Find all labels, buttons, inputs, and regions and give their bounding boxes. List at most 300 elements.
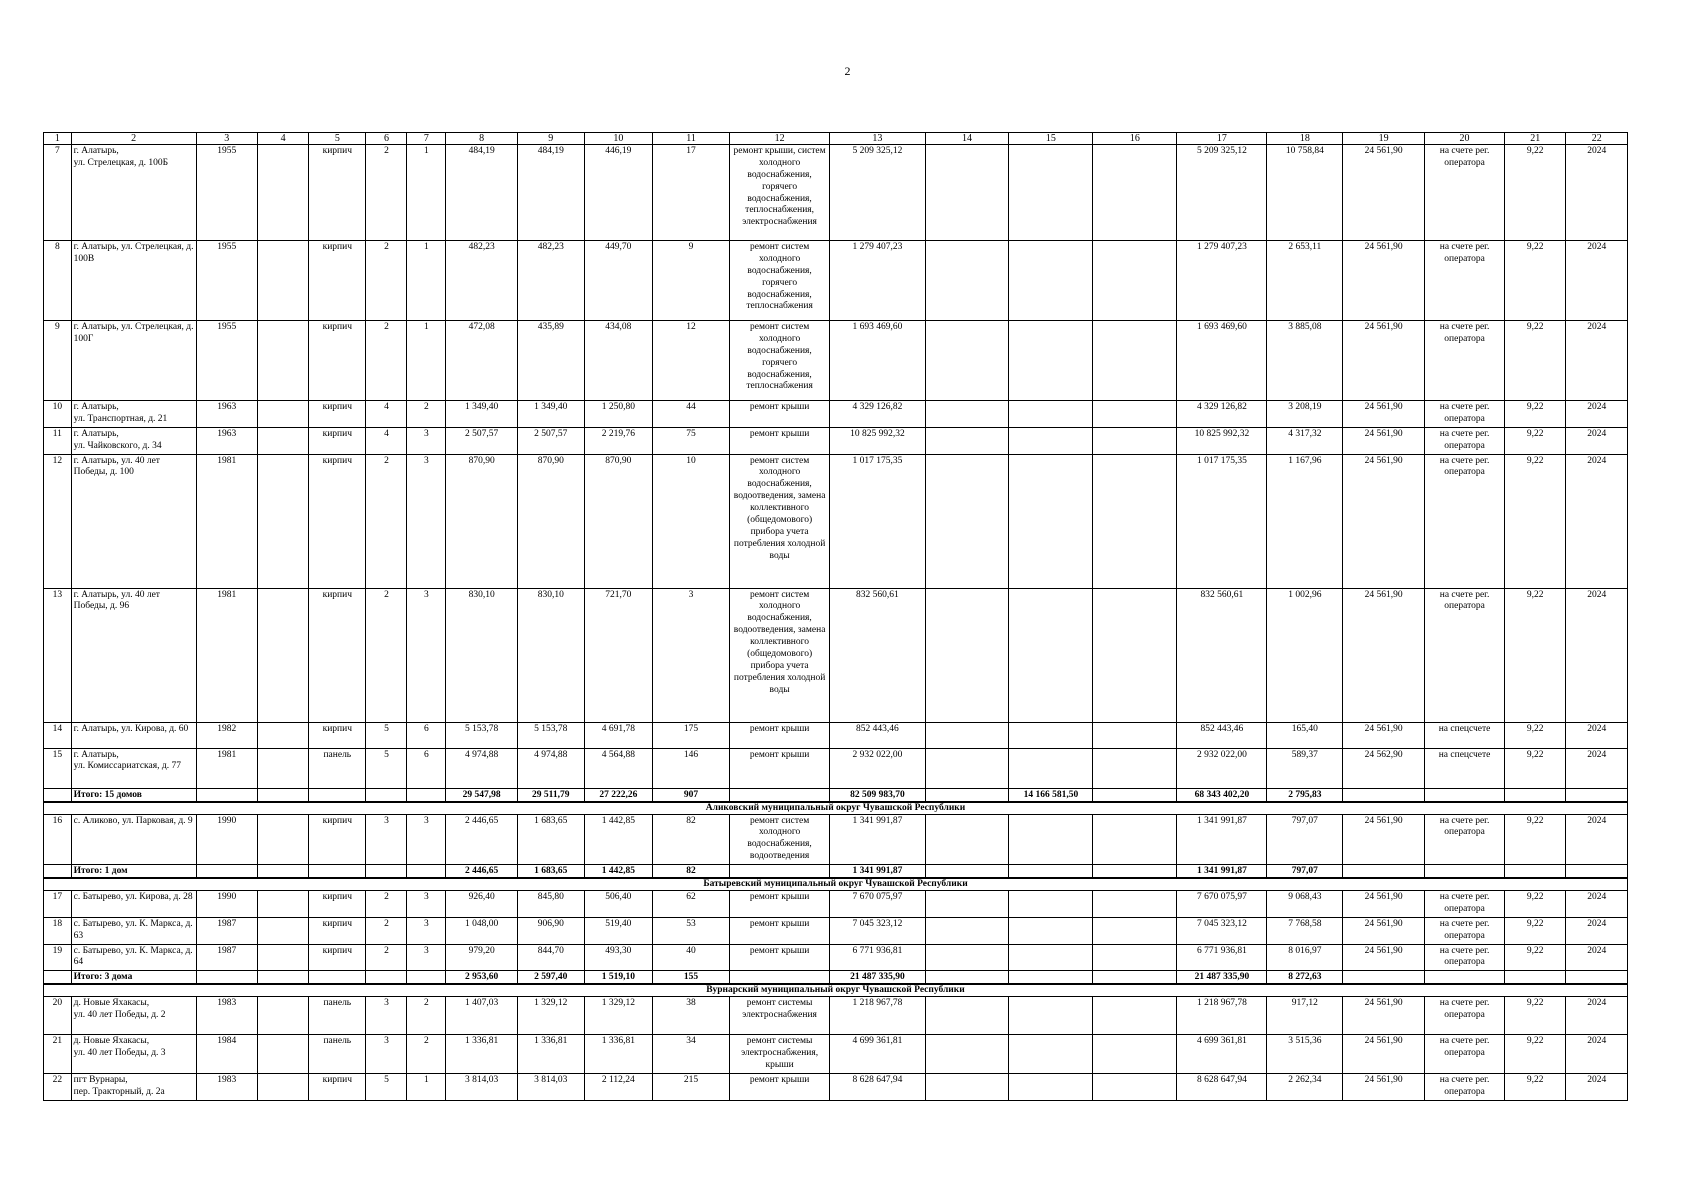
cell-col-11: 82 [653,814,730,865]
cell-col-21: 9,22 [1504,588,1565,722]
column-number-11: 11 [653,133,730,145]
cell-col-22: 2024 [1566,321,1628,401]
cell-col-9: 3 814,03 [518,1073,585,1100]
cell-col-22: 2024 [1566,401,1628,428]
cell-col-8: 1 349,40 [446,401,518,428]
cell-col-17: 1 279 407,23 [1177,241,1267,321]
cell-col-8: 2 446,65 [446,814,518,865]
cell-col-3: 1963 [196,401,257,428]
cell-col-6: 2 [366,944,407,971]
cell-col-21 [1504,788,1565,802]
column-number-17: 17 [1177,133,1267,145]
cell-col-20: на спецсчете [1425,748,1505,788]
cell-col-1: 14 [44,722,72,748]
cell-col-17: 10 825 992,32 [1177,427,1267,454]
cell-col-2: с. Батырево, ул. К. Маркса, д. 64 [71,944,196,971]
cell-col-6: 4 [366,427,407,454]
cell-col-9: 1 336,81 [518,1035,585,1074]
cell-col-9: 1 329,12 [518,997,585,1035]
cell-col-13: 4 699 361,81 [830,1035,925,1074]
cell-col-8: 3 814,03 [446,1073,518,1100]
cell-col-16 [1093,748,1177,788]
cell-col-2: д. Новые Яхакасы, ул. 40 лет Победы, д. 3 [71,1035,196,1074]
cell-col-14 [925,1035,1009,1074]
cell-col-4 [257,1073,308,1100]
column-number-13: 13 [830,133,925,145]
column-number-8: 8 [446,133,518,145]
cell-col-16 [1093,241,1177,321]
cell-col-16 [1093,427,1177,454]
cell-col-21: 9,22 [1504,944,1565,971]
cell-col-15 [1009,145,1093,241]
cell-col-3: 1983 [196,1073,257,1100]
cell-col-19: 24 561,90 [1343,454,1425,588]
cell-col-10: 519,40 [584,917,653,944]
cell-col-15 [1009,891,1093,918]
cell-col-21: 9,22 [1504,321,1565,401]
cell-col-8: 830,10 [446,588,518,722]
cell-col-15 [1009,748,1093,788]
cell-col-19: 24 561,90 [1343,401,1425,428]
cell-col-14 [925,401,1009,428]
cell-col-11: 62 [653,891,730,918]
cell-col-17: 2 932 022,00 [1177,748,1267,788]
cell-col-4 [257,454,308,588]
cell-col-10: 1 442,85 [584,814,653,865]
cell-col-10: 446,19 [584,145,653,241]
district-heading-row [44,984,1628,997]
cell-col-17: 1 693 469,60 [1177,321,1267,401]
cell-col-3: 1981 [196,588,257,722]
cell-col-20: на счете рег. оператора [1425,241,1505,321]
cell-col-17: 7 670 075,97 [1177,891,1267,918]
cell-col-12 [729,788,829,802]
cell-col-3: 1990 [196,814,257,865]
cell-col-20: на счете рег. оператора [1425,321,1505,401]
cell-col-5: панель [309,748,366,788]
cell-col-13: 1 341 991,87 [830,865,925,879]
cell-col-9: 2 507,57 [518,427,585,454]
cell-col-1: 19 [44,944,72,971]
cell-col-14 [925,588,1009,722]
table-row [44,722,1628,748]
cell-col-22: 2024 [1566,891,1628,918]
cell-col-12: ремонт систем холодного водоснабжения, водоотведения, замена коллективного (общедомового) прибора учета потребления холодной воды [729,454,829,588]
table-row [44,997,1628,1035]
cell-col-8: 472,08 [446,321,518,401]
cell-col-22: 2024 [1566,1035,1628,1074]
cell-col-13: 1 017 175,35 [830,454,925,588]
cell-col-11: 38 [653,997,730,1035]
cell-col-10: 721,70 [584,588,653,722]
cell-col-11: 17 [653,145,730,241]
cell-col-22: 2024 [1566,241,1628,321]
cell-col-3 [196,788,257,802]
cell-col-21: 9,22 [1504,241,1565,321]
cell-col-16 [1093,944,1177,971]
cell-col-17: 5 209 325,12 [1177,145,1267,241]
cell-col-11: 75 [653,427,730,454]
column-number-10: 10 [584,133,653,145]
cell-col-21: 9,22 [1504,145,1565,241]
column-number-12: 12 [729,133,829,145]
cell-col-19 [1343,788,1425,802]
cell-col-8: 979,20 [446,944,518,971]
cell-col-20: на счете рег. оператора [1425,454,1505,588]
cell-col-7: 2 [407,401,446,428]
cell-col-15: 14 166 581,50 [1009,788,1093,802]
cell-col-16 [1093,401,1177,428]
cell-col-2: Итого: 15 домов [71,788,196,802]
cell-col-17: 6 771 936,81 [1177,944,1267,971]
cell-col-14 [925,865,1009,879]
cell-col-9: 2 597,40 [518,971,585,985]
cell-col-7 [407,865,446,879]
district-heading-row [44,878,1628,891]
cell-col-5: кирпич [309,321,366,401]
cell-col-5: кирпич [309,145,366,241]
cell-col-21: 9,22 [1504,997,1565,1035]
cell-col-9: 844,70 [518,944,585,971]
cell-col-10: 1 519,10 [584,971,653,985]
cell-col-10: 4 564,88 [584,748,653,788]
cell-col-14 [925,891,1009,918]
cell-col-4 [257,1035,308,1074]
cell-col-2: д. Новые Яхакасы, ул. 40 лет Победы, д. 2 [71,997,196,1035]
cell-col-16 [1093,891,1177,918]
cell-col-20: на счете рег. оператора [1425,1073,1505,1100]
cell-col-6: 5 [366,748,407,788]
cell-col-4 [257,865,308,879]
cell-col-3: 1963 [196,427,257,454]
cell-col-1 [44,788,72,802]
cell-col-11: 155 [653,971,730,985]
cell-col-20 [1425,971,1505,985]
cell-col-16 [1093,971,1177,985]
cell-col-12: ремонт крыши [729,891,829,918]
table-row [44,427,1628,454]
cell-col-5: кирпич [309,917,366,944]
cell-col-19: 24 561,90 [1343,917,1425,944]
cell-col-7: 1 [407,1073,446,1100]
cell-col-1: 20 [44,997,72,1035]
cell-col-5: панель [309,997,366,1035]
cell-col-3 [196,971,257,985]
cell-col-6: 3 [366,997,407,1035]
cell-col-12: ремонт крыши [729,748,829,788]
cell-col-18: 3 515,36 [1267,1035,1343,1074]
cell-col-8: 4 974,88 [446,748,518,788]
cell-col-10: 2 219,76 [584,427,653,454]
cell-col-14 [925,145,1009,241]
cell-col-6: 3 [366,814,407,865]
cell-col-19: 24 561,90 [1343,1073,1425,1100]
cell-col-11: 175 [653,722,730,748]
cell-col-4 [257,588,308,722]
cell-col-3: 1983 [196,997,257,1035]
column-number-3: 3 [196,133,257,145]
cell-col-1: 17 [44,891,72,918]
cell-col-16 [1093,814,1177,865]
cell-col-8: 2 507,57 [446,427,518,454]
table-row [44,588,1628,722]
cell-col-10: 449,70 [584,241,653,321]
cell-col-13: 6 771 936,81 [830,944,925,971]
cell-col-21: 9,22 [1504,1035,1565,1074]
cell-col-8: 482,23 [446,241,518,321]
cell-col-19: 24 561,90 [1343,891,1425,918]
cell-col-9: 29 511,79 [518,788,585,802]
cell-col-8: 29 547,98 [446,788,518,802]
cell-col-7: 3 [407,427,446,454]
cell-col-22: 2024 [1566,814,1628,865]
district-name: Батыревский муниципальный округ Чувашской Республики [44,878,1628,891]
cell-col-11: 3 [653,588,730,722]
cell-col-4 [257,997,308,1035]
cell-col-2: г. Алатырь, ул. 40 лет Победы, д. 96 [71,588,196,722]
cell-col-22: 2024 [1566,944,1628,971]
cell-col-21: 9,22 [1504,917,1565,944]
cell-col-14 [925,321,1009,401]
cell-col-1: 22 [44,1073,72,1100]
cell-col-10: 27 222,26 [584,788,653,802]
cell-col-18: 2 653,11 [1267,241,1343,321]
cell-col-18: 3 885,08 [1267,321,1343,401]
cell-col-18: 7 768,58 [1267,917,1343,944]
cell-col-17: 1 341 991,87 [1177,814,1267,865]
cell-col-20 [1425,788,1505,802]
cell-col-10: 506,40 [584,891,653,918]
cell-col-17: 1 017 175,35 [1177,454,1267,588]
cell-col-4 [257,891,308,918]
column-number-6: 6 [366,133,407,145]
cell-col-20: на счете рег. оператора [1425,588,1505,722]
cell-col-5: кирпич [309,427,366,454]
cell-col-16 [1093,1073,1177,1100]
cell-col-11: 40 [653,944,730,971]
cell-col-12: ремонт системы электроснабжения [729,997,829,1035]
cell-col-14 [925,944,1009,971]
cell-col-7: 3 [407,814,446,865]
cell-col-18: 797,07 [1267,814,1343,865]
cell-col-1: 9 [44,321,72,401]
cell-col-12 [729,971,829,985]
cell-col-7: 3 [407,944,446,971]
cell-col-2: с. Батырево, ул. Кирова, д. 28 [71,891,196,918]
cell-col-20: на счете рег. оператора [1425,401,1505,428]
cell-col-1: 16 [44,814,72,865]
cell-col-10: 2 112,24 [584,1073,653,1100]
cell-col-17: 1 218 967,78 [1177,997,1267,1035]
column-number-1: 1 [44,133,72,145]
cell-col-14 [925,454,1009,588]
subtotal-row [44,865,1628,879]
cell-col-4 [257,917,308,944]
cell-col-6 [366,971,407,985]
table-body [44,133,1628,1101]
cell-col-8: 5 153,78 [446,722,518,748]
cell-col-14 [925,788,1009,802]
cell-col-13: 852 443,46 [830,722,925,748]
cell-col-2: г. Алатырь, ул. Стрелецкая, д. 100В [71,241,196,321]
cell-col-17: 852 443,46 [1177,722,1267,748]
cell-col-6: 4 [366,401,407,428]
cell-col-22: 2024 [1566,748,1628,788]
cell-col-17: 68 343 402,20 [1177,788,1267,802]
table-row [44,145,1628,241]
cell-col-19: 24 561,90 [1343,145,1425,241]
cell-col-3: 1984 [196,1035,257,1074]
cell-col-14 [925,971,1009,985]
cell-col-7 [407,788,446,802]
cell-col-21: 9,22 [1504,722,1565,748]
table-row [44,241,1628,321]
cell-col-11: 53 [653,917,730,944]
cell-col-16 [1093,588,1177,722]
cell-col-15 [1009,1035,1093,1074]
cell-col-20: на счете рег. оператора [1425,997,1505,1035]
cell-col-19: 24 561,90 [1343,321,1425,401]
cell-col-8: 1 048,00 [446,917,518,944]
cell-col-21: 9,22 [1504,814,1565,865]
cell-col-4 [257,748,308,788]
cell-col-16 [1093,145,1177,241]
cell-col-20: на счете рег. оператора [1425,145,1505,241]
cell-col-19: 24 561,90 [1343,241,1425,321]
cell-col-17: 21 487 335,90 [1177,971,1267,985]
cell-col-17: 8 628 647,94 [1177,1073,1267,1100]
cell-col-1: 8 [44,241,72,321]
cell-col-1: 18 [44,917,72,944]
cell-col-22: 2024 [1566,145,1628,241]
cell-col-10: 493,30 [584,944,653,971]
cell-col-8: 1 336,81 [446,1035,518,1074]
subtotal-row [44,971,1628,985]
cell-col-14 [925,917,1009,944]
cell-col-13: 1 341 991,87 [830,814,925,865]
cell-col-19: 24 561,90 [1343,1035,1425,1074]
cell-col-15 [1009,427,1093,454]
cell-col-5: кирпич [309,891,366,918]
cell-col-10: 1 250,80 [584,401,653,428]
cell-col-14 [925,427,1009,454]
cell-col-9: 482,23 [518,241,585,321]
cell-col-22: 2024 [1566,1073,1628,1100]
cell-col-20: на спецсчете [1425,722,1505,748]
cell-col-16 [1093,788,1177,802]
cell-col-21: 9,22 [1504,401,1565,428]
cell-col-9: 845,80 [518,891,585,918]
cell-col-15 [1009,722,1093,748]
cell-col-1 [44,971,72,985]
cell-col-21: 9,22 [1504,1073,1565,1100]
cell-col-15 [1009,997,1093,1035]
cell-col-12: ремонт крыши [729,1073,829,1100]
cell-col-9: 1 349,40 [518,401,585,428]
cell-col-12: ремонт системы электроснабжения, крыши [729,1035,829,1074]
cell-col-22: 2024 [1566,427,1628,454]
column-number-19: 19 [1343,133,1425,145]
cell-col-13: 82 509 983,70 [830,788,925,802]
cell-col-18: 1 167,96 [1267,454,1343,588]
cell-col-18: 8 016,97 [1267,944,1343,971]
cell-col-6: 2 [366,588,407,722]
cell-col-13: 4 329 126,82 [830,401,925,428]
cell-col-3: 1955 [196,241,257,321]
cell-col-16 [1093,917,1177,944]
column-number-22: 22 [1566,133,1628,145]
cell-col-15 [1009,241,1093,321]
cell-col-18: 165,40 [1267,722,1343,748]
cell-col-13: 2 932 022,00 [830,748,925,788]
cell-col-17: 1 341 991,87 [1177,865,1267,879]
cell-col-10: 434,08 [584,321,653,401]
cell-col-3: 1955 [196,145,257,241]
cell-col-11: 10 [653,454,730,588]
cell-col-7: 3 [407,917,446,944]
cell-col-22: 2024 [1566,588,1628,722]
cell-col-17: 832 560,61 [1177,588,1267,722]
table-row [44,814,1628,865]
cell-col-16 [1093,865,1177,879]
cell-col-12: ремонт крыши [729,944,829,971]
cell-col-19: 24 562,90 [1343,748,1425,788]
cell-col-1: 11 [44,427,72,454]
cell-col-18: 4 317,32 [1267,427,1343,454]
cell-col-8: 870,90 [446,454,518,588]
cell-col-15 [1009,454,1093,588]
cell-col-18: 1 002,96 [1267,588,1343,722]
cell-col-2: с. Аликово, ул. Парковая, д. 9 [71,814,196,865]
cell-col-9: 435,89 [518,321,585,401]
cell-col-2: г. Алатырь, ул. Кирова, д. 60 [71,722,196,748]
cell-col-2: Итого: 3 дома [71,971,196,985]
column-number-21: 21 [1504,133,1565,145]
cell-col-17: 4 699 361,81 [1177,1035,1267,1074]
cell-col-15 [1009,814,1093,865]
cell-col-13: 7 045 323,12 [830,917,925,944]
cell-col-1: 12 [44,454,72,588]
cell-col-2: с. Батырево, ул. К. Маркса, д. 63 [71,917,196,944]
cell-col-5: кирпич [309,588,366,722]
cell-col-6: 5 [366,722,407,748]
cell-col-18: 10 758,84 [1267,145,1343,241]
column-number-14: 14 [925,133,1009,145]
cell-col-18: 917,12 [1267,997,1343,1035]
cell-col-8: 2 953,60 [446,971,518,985]
page-number: 2 [844,64,851,78]
cell-col-16 [1093,722,1177,748]
cell-col-6 [366,865,407,879]
column-number-2: 2 [71,133,196,145]
cell-col-15 [1009,917,1093,944]
cell-col-20: на счете рег. оператора [1425,917,1505,944]
cell-col-16 [1093,1035,1177,1074]
cell-col-5: кирпич [309,454,366,588]
cell-col-5: кирпич [309,241,366,321]
cell-col-5: кирпич [309,814,366,865]
cell-col-4 [257,427,308,454]
cell-col-7: 2 [407,1035,446,1074]
cell-col-2: Итого: 1 дом [71,865,196,879]
cell-col-13: 7 670 075,97 [830,891,925,918]
subtotal-row [44,788,1628,802]
cell-col-1: 10 [44,401,72,428]
cell-col-19: 24 561,90 [1343,944,1425,971]
cell-col-3 [196,865,257,879]
cell-col-7: 3 [407,588,446,722]
cell-col-7: 1 [407,241,446,321]
